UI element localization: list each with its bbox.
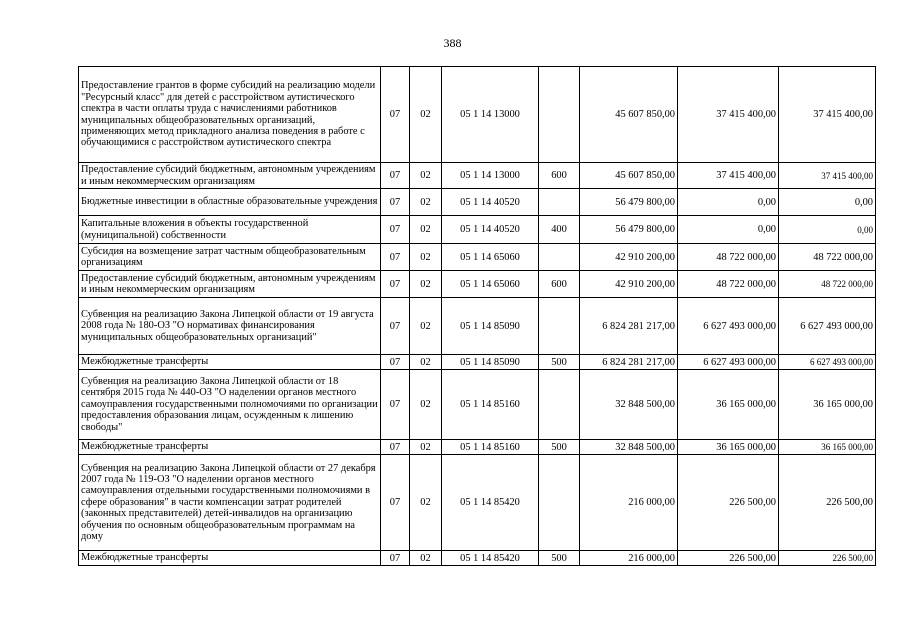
amount-year-1: 42 910 200,00 [580, 271, 678, 298]
expense-kind [539, 370, 580, 440]
row-description: Субсидия на возмещение затрат частным общеобразовательным организациям [79, 244, 381, 271]
amount-year-3: 36 165 000,00 [779, 370, 876, 440]
section-code: 07 [381, 67, 410, 163]
section-code: 07 [381, 355, 410, 370]
target-article: 05 1 14 85160 [442, 440, 539, 455]
amount-year-1: 6 824 281 217,00 [580, 298, 678, 355]
expense-kind [539, 298, 580, 355]
target-article: 05 1 14 85420 [442, 455, 539, 551]
expense-kind: 500 [539, 440, 580, 455]
section-code: 07 [381, 189, 410, 216]
subsection-code: 02 [410, 551, 442, 566]
amount-year-2: 37 415 400,00 [678, 163, 779, 189]
subsection-code: 02 [410, 440, 442, 455]
section-code: 07 [381, 370, 410, 440]
table-row [79, 271, 876, 298]
amount-year-3: 226 500,00 [779, 551, 876, 566]
subsection-code: 02 [410, 271, 442, 298]
amount-year-3: 226 500,00 [779, 455, 876, 551]
row-description: Межбюджетные трансферты [79, 355, 381, 370]
amount-year-2: 36 165 000,00 [678, 370, 779, 440]
subsection-code: 02 [410, 163, 442, 189]
subsection-code: 02 [410, 189, 442, 216]
amount-year-1: 32 848 500,00 [580, 440, 678, 455]
section-code: 07 [381, 163, 410, 189]
expense-kind: 600 [539, 271, 580, 298]
amount-year-1: 42 910 200,00 [580, 244, 678, 271]
amount-year-3: 37 415 400,00 [779, 163, 876, 189]
row-description: Субвенция на реализацию Закона Липецкой области от 27 декабря 2007 года № 119-ОЗ "О наделении органов местного самоуправления отдельными государственными полномочиями в сфере образования" в части компенсации затрат родителей (законных представителей) детей-инвалидов на организацию обучения по основным общеобразовательным программам на дому [79, 455, 381, 551]
subsection-code: 02 [410, 67, 442, 163]
amount-year-2: 0,00 [678, 216, 779, 244]
table-row [79, 189, 876, 216]
amount-year-1: 56 479 800,00 [580, 189, 678, 216]
row-description: Межбюджетные трансферты [79, 440, 381, 455]
subsection-code: 02 [410, 355, 442, 370]
amount-year-1: 56 479 800,00 [580, 216, 678, 244]
subsection-code: 02 [410, 244, 442, 271]
table-row [79, 244, 876, 271]
table-row [79, 163, 876, 189]
section-code: 07 [381, 455, 410, 551]
target-article: 05 1 14 40520 [442, 216, 539, 244]
amount-year-3: 6 627 493 000,00 [779, 355, 876, 370]
expense-kind: 500 [539, 551, 580, 566]
target-article: 05 1 14 13000 [442, 67, 539, 163]
row-description: Субвенция на реализацию Закона Липецкой области от 19 августа 2008 года № 180-ОЗ "О нормативах финансирования муниципальных общеобразовательных организаций" [79, 298, 381, 355]
expense-kind [539, 189, 580, 216]
subsection-code: 02 [410, 216, 442, 244]
amount-year-3: 0,00 [779, 216, 876, 244]
amount-year-3: 37 415 400,00 [779, 67, 876, 163]
target-article: 05 1 14 65060 [442, 271, 539, 298]
section-code: 07 [381, 551, 410, 566]
amount-year-2: 6 627 493 000,00 [678, 298, 779, 355]
amount-year-1: 45 607 850,00 [580, 163, 678, 189]
target-article: 05 1 14 85160 [442, 370, 539, 440]
row-description: Субвенция на реализацию Закона Липецкой области от 18 сентября 2015 года № 440-ОЗ "О наделении органов местного самоуправления государственными полномочиями по организации предоставления образования лицам, осужденным к лишению свободы" [79, 370, 381, 440]
amount-year-1: 45 607 850,00 [580, 67, 678, 163]
table-row [79, 455, 876, 551]
amount-year-3: 36 165 000,00 [779, 440, 876, 455]
table-row [79, 440, 876, 455]
amount-year-2: 48 722 000,00 [678, 244, 779, 271]
expense-kind [539, 244, 580, 271]
section-code: 07 [381, 271, 410, 298]
target-article: 05 1 14 85090 [442, 355, 539, 370]
amount-year-3: 48 722 000,00 [779, 271, 876, 298]
amount-year-3: 0,00 [779, 189, 876, 216]
target-article: 05 1 14 40520 [442, 189, 539, 216]
row-description: Бюджетные инвестиции в областные образовательные учреждения [79, 189, 381, 216]
page-number: 388 [443, 36, 462, 50]
target-article: 05 1 14 65060 [442, 244, 539, 271]
amount-year-1: 216 000,00 [580, 551, 678, 566]
budget-table [78, 66, 876, 566]
table-row [79, 370, 876, 440]
section-code: 07 [381, 216, 410, 244]
amount-year-1: 216 000,00 [580, 455, 678, 551]
table-row [79, 551, 876, 566]
row-description: Капитальные вложения в объекты государственной (муниципальной) собственности [79, 216, 381, 244]
amount-year-3: 6 627 493 000,00 [779, 298, 876, 355]
target-article: 05 1 14 13000 [442, 163, 539, 189]
table-row [79, 298, 876, 355]
section-code: 07 [381, 244, 410, 271]
table-row [79, 355, 876, 370]
amount-year-2: 36 165 000,00 [678, 440, 779, 455]
target-article: 05 1 14 85090 [442, 298, 539, 355]
amount-year-2: 226 500,00 [678, 455, 779, 551]
amount-year-1: 6 824 281 217,00 [580, 355, 678, 370]
row-description: Межбюджетные трансферты [79, 551, 381, 566]
amount-year-2: 6 627 493 000,00 [678, 355, 779, 370]
expense-kind: 500 [539, 355, 580, 370]
amount-year-2: 37 415 400,00 [678, 67, 779, 163]
amount-year-3: 48 722 000,00 [779, 244, 876, 271]
row-description: Предоставление субсидий бюджетным, автономным учреждениям и иным некоммерческим организациям [79, 271, 381, 298]
amount-year-2: 226 500,00 [678, 551, 779, 566]
row-description: Предоставление субсидий бюджетным, автономным учреждениям и иным некоммерческим организациям [79, 163, 381, 189]
expense-kind: 600 [539, 163, 580, 189]
amount-year-1: 32 848 500,00 [580, 370, 678, 440]
section-code: 07 [381, 298, 410, 355]
expense-kind [539, 67, 580, 163]
subsection-code: 02 [410, 455, 442, 551]
subsection-code: 02 [410, 298, 442, 355]
target-article: 05 1 14 85420 [442, 551, 539, 566]
subsection-code: 02 [410, 370, 442, 440]
row-description: Предоставление грантов в форме субсидий на реализацию модели "Ресурсный класс" для детей с расстройством аутистического спектра в части оплаты труда с начислениями работников муниципальных общеобразовательных организаций, применяющих метод прикладного анализа поведения в работе с обучающимися с расстройством аутистического спектра [79, 67, 381, 163]
expense-kind: 400 [539, 216, 580, 244]
amount-year-2: 48 722 000,00 [678, 271, 779, 298]
amount-year-2: 0,00 [678, 189, 779, 216]
table-row [79, 216, 876, 244]
table-row [79, 67, 876, 163]
section-code: 07 [381, 440, 410, 455]
expense-kind [539, 455, 580, 551]
